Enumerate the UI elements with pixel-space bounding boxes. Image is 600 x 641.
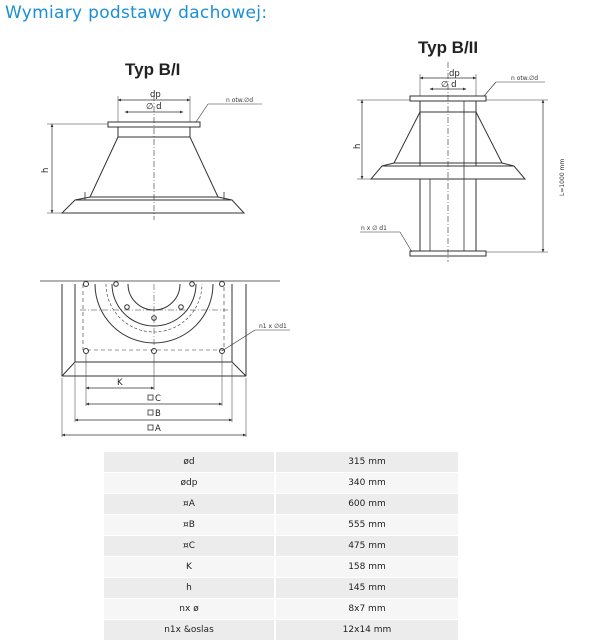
row-value: 315 mm	[275, 452, 458, 473]
row-label: ød	[104, 452, 275, 473]
row-label: ¤C	[104, 536, 275, 557]
table-row	[104, 494, 458, 515]
table-row	[104, 620, 458, 641]
table-row	[104, 578, 458, 599]
row-label: n1x &oslas	[104, 620, 275, 641]
type-b1-plan	[40, 281, 290, 437]
row-value: 145 mm	[275, 578, 458, 599]
type-b1-k-label: K	[117, 378, 123, 388]
type-b2-dp-label: dp	[449, 69, 460, 79]
row-value: 555 mm	[275, 515, 458, 536]
row-label: ¤B	[104, 515, 275, 536]
page-heading: Wymiary podstawy dachowej:	[5, 3, 268, 23]
type-b2-l-label: L=1000 mm	[559, 158, 566, 196]
type-b1-d1-label: n1 x ∅d1	[259, 323, 287, 330]
type-b1-elevation	[47, 95, 262, 220]
type-b2-elevation	[357, 62, 548, 262]
type-b1-b-label: B	[155, 409, 161, 419]
table-row	[104, 536, 458, 557]
row-label: ¤A	[104, 494, 275, 515]
row-label: h	[104, 578, 275, 599]
type-b2-h-label: h	[353, 143, 363, 149]
type-b2-title: Typ B/II	[418, 38, 479, 57]
type-b1-otw-label: n otw.∅d	[226, 97, 254, 104]
dimensions-table	[104, 452, 458, 641]
row-value: 158 mm	[275, 557, 458, 578]
type-b1-a-label: A	[155, 424, 161, 434]
type-b1-c-label: C	[155, 394, 161, 404]
row-value: 475 mm	[275, 536, 458, 557]
table-row	[104, 557, 458, 578]
type-b1-title: Typ B/I	[125, 60, 181, 79]
table-row	[104, 515, 458, 536]
row-label: nx ø	[104, 599, 275, 620]
type-b1-dp-label: dp	[150, 90, 161, 100]
type-b1-d-label: ∅ d	[146, 102, 162, 112]
type-b1-h-label: h	[41, 167, 51, 173]
row-label: ødp	[104, 473, 275, 494]
row-value: 340 mm	[275, 473, 458, 494]
row-value: 12x14 mm	[275, 620, 458, 641]
table-row	[104, 599, 458, 620]
row-label: K	[104, 557, 275, 578]
type-b2-otw-label: n otw.∅d	[511, 75, 539, 82]
type-b2-d1-label: n x ∅ d1	[361, 225, 387, 232]
type-b2-d-label: ∅ d	[441, 80, 457, 90]
row-value: 600 mm	[275, 494, 458, 515]
table-row	[104, 473, 458, 494]
table-row	[104, 452, 458, 473]
row-value: 8x7 mm	[275, 599, 458, 620]
